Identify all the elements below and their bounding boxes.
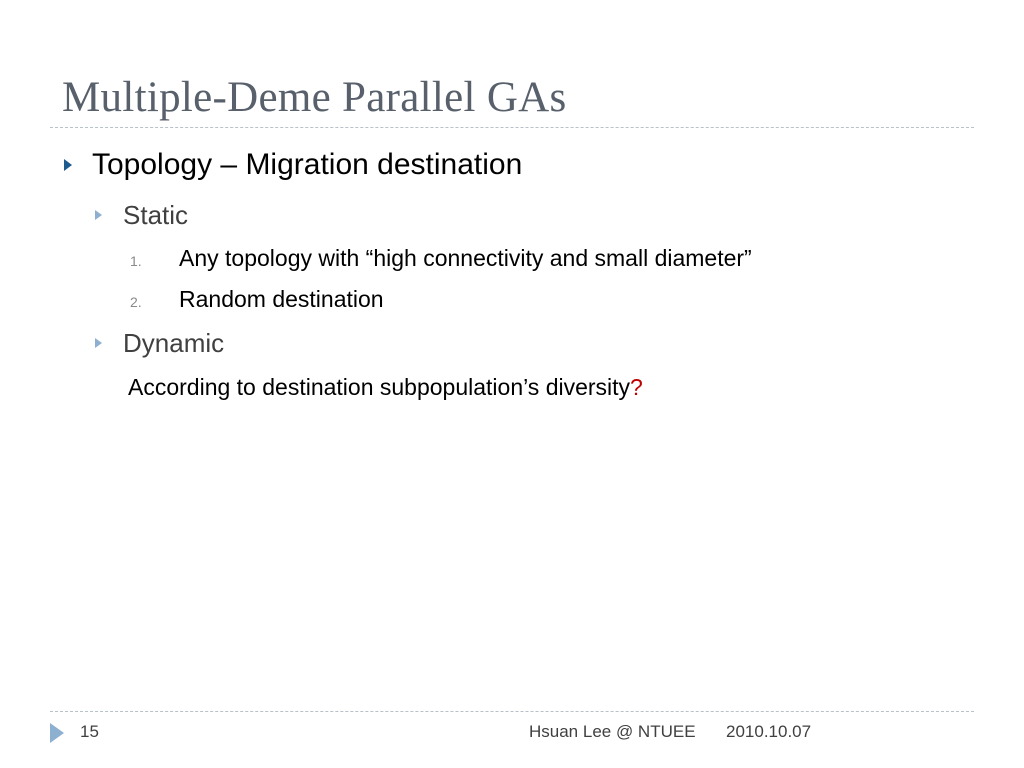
sub-bullet-dynamic: Dynamic — [123, 328, 225, 358]
dynamic-note-text: According to destination subpopulation’s diversity — [128, 374, 631, 400]
footer-arrow-icon — [50, 723, 64, 743]
slide-title: Multiple-Deme Parallel GAs — [62, 74, 567, 121]
sub-bullet-arrow-icon — [95, 210, 102, 220]
bullet-topology: Topology – Migration destination — [92, 148, 523, 181]
footer-author: Hsuan Lee @ NTUEE — [529, 722, 696, 741]
list-item: Any topology with “high connectivity and small diameter” — [179, 245, 752, 271]
footer-divider — [50, 711, 974, 712]
question-mark: ? — [630, 374, 643, 400]
list-item-number: 1. — [130, 253, 142, 269]
footer-date: 2010.10.07 — [726, 722, 812, 741]
title-divider — [50, 127, 974, 128]
dynamic-note — [128, 373, 643, 401]
page-number: 15 — [80, 722, 99, 741]
sub-bullet-arrow-icon — [95, 338, 102, 348]
list-item-number: 2. — [130, 294, 142, 310]
list-item: Random destination — [179, 286, 384, 312]
sub-bullet-static: Static — [123, 200, 189, 230]
bullet-arrow-icon — [64, 159, 72, 171]
